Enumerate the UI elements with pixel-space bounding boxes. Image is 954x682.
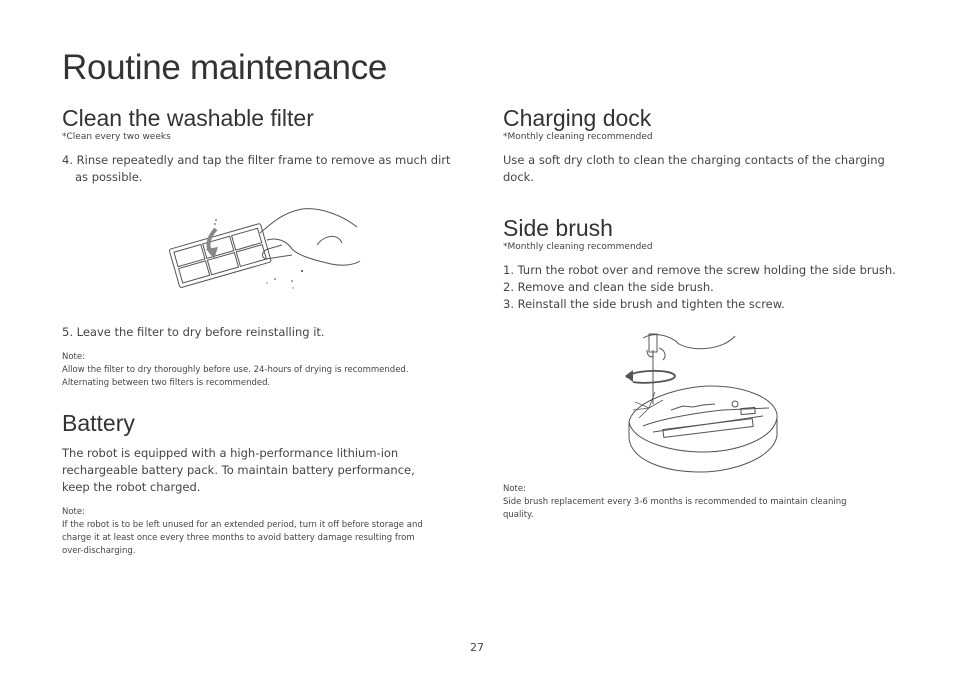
brush-step-3: 3. Reinstall the side brush and tighten the screw. [503,297,785,311]
hand-tapping-filter-illustration [142,205,362,300]
battery-body-line-1: The robot is equipped with a high-performance lithium-ion [62,446,399,460]
filter-subtitle: *Clean every two weeks [62,132,171,142]
brush-heading: Side brush [503,215,613,241]
brush-note-line-2: quality. [503,510,534,520]
filter-note-line-2: Alternating between two filters is recommended. [62,378,271,388]
battery-section [62,409,462,558]
brush-section [503,214,913,313]
filter-step-4-line-2: as possible. [75,170,143,184]
battery-note-label: Note: [62,507,85,517]
brush-note-line-1: Side brush replacement every 3-6 months is recommended to maintain cleaning [503,497,847,507]
brush-step-1: 1. Turn the robot over and remove the screw holding the side brush. [503,263,896,277]
filter-step-5-section [62,324,462,390]
brush-step-2: 2. Remove and clean the side brush. [503,280,714,294]
dock-body-line-1: Use a soft dry cloth to clean the charging contacts of the charging [503,153,885,167]
dock-heading: Charging dock [503,105,652,131]
brush-subtitle: *Monthly cleaning recommended [503,242,653,252]
dock-subtitle: *Monthly cleaning recommended [503,132,653,142]
filter-step-4-line-1: 4. Rinse repeatedly and tap the filter frame to remove as much dirt [62,153,451,167]
brush-note-section [503,483,913,522]
battery-body-line-3: keep the robot charged. [62,480,201,494]
dock-body-line-2: dock. [503,170,534,184]
battery-note-line-2: charge it at least once every three months to avoid battery damage resulting from [62,533,415,543]
page-title: Routine maintenance [62,48,388,87]
filter-note-line-1: Allow the filter to dry thoroughly before use. 24-hours of drying is recommended. [62,365,409,375]
filter-step-5: 5. Leave the filter to dry before reinstalling it. [62,325,325,339]
battery-heading: Battery [62,410,135,436]
filter-section [62,104,462,186]
battery-note-line-1: If the robot is to be left unused for an extended period, turn it off before storage and [62,520,423,530]
brush-note-label: Note: [503,484,526,494]
robot-side-brush-screw-illustration [623,330,783,478]
filter-note-label: Note: [62,352,85,362]
page-number: 27 [470,641,484,654]
battery-body-line-2: rechargeable battery pack. To maintain battery performance, [62,463,415,477]
battery-note-line-3: over-discharging. [62,546,136,556]
dock-section [503,104,913,186]
filter-heading: Clean the washable filter [62,105,314,131]
